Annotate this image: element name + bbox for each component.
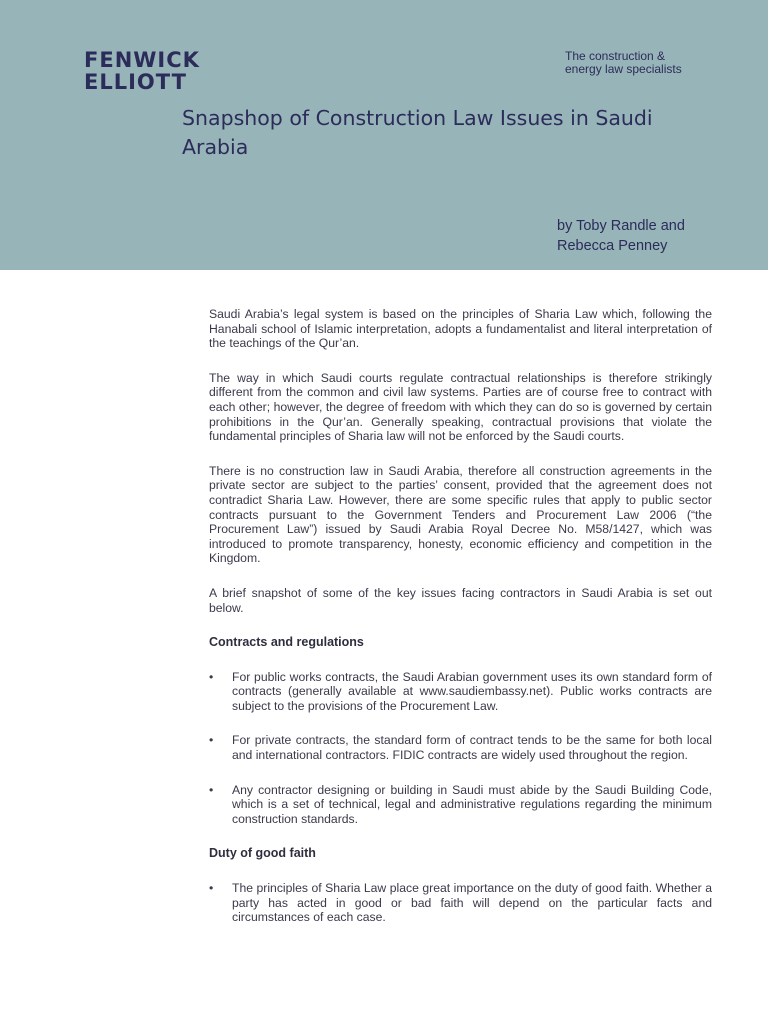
logo-line-2: ELLIOTT: [84, 70, 187, 94]
list-item: [209, 670, 712, 714]
list-item-text: The principles of Sharia Law place great importance on the duty of good faith. Whether a party has acted in good or bad faith will depend on the particular facts and circumstances of each case.: [232, 881, 712, 925]
heading-contracts-and-regulations: Contracts and regulations: [209, 635, 364, 650]
bullet-icon: •: [209, 669, 214, 684]
paragraph-construction-law: There is no construction law in Saudi Arabia, therefore all construction agreements in the private sector are subject to the parties’ consent, provided that the agreement does not contradict Sharia Law. However, there are some specific rules that apply to public sector contracts pursuant to the Government Tenders and Procurement Law 2006 (“the Procurement Law”) issued by Saudi Arabia Royal Decree No. M58/1427, which was introduced to promote transparency, honesty, economic efficiency and competition in the Kingdom.: [209, 463, 712, 566]
bullet-icon: •: [209, 782, 214, 797]
paragraph-snapshot: A brief snapshot of some of the key issues facing contractors in Saudi Arabia is set out below.: [209, 585, 712, 615]
tagline: [565, 50, 745, 76]
bullet-icon: •: [209, 881, 214, 896]
fenwick-elliott-logo: [84, 49, 200, 93]
list-item: [209, 881, 712, 925]
heading-duty-of-good-faith: Duty of good faith: [209, 846, 316, 861]
paragraph-courts: The way in which Saudi courts regulate contractual relationships is therefore strikingly different from the common and civil law systems. Parties are of course free to contract with each other; however, the degree of freedom with which they can do so is governed by certain prohibitions in the Qur’an. Generally speaking, contractual provisions that violate the fundamental principles of Sharia law will not be enforced by the Saudi courts.: [209, 370, 712, 444]
list-item-text: Any contractor designing or building in Saudi must abide by the Saudi Building Code, which is a set of technical, legal and administrative regulations regarding the minimum construction standards.: [232, 782, 712, 826]
header-banner: [0, 0, 768, 270]
list-item: [209, 783, 712, 827]
tagline-line-2: energy law specialists: [565, 62, 682, 76]
good-faith-bullet-list: [209, 881, 712, 925]
authors-line-1: by Toby Randle and: [557, 218, 685, 234]
tagline-line-1: The construction &: [565, 49, 666, 63]
document-title: Snapshop of Construction Law Issues in Saudi Arabia: [182, 106, 653, 159]
paragraph-intro: Saudi Arabia’s legal system is based on the principles of Sharia Law which, following the Hanabali school of Islamic interpretation, adopts a fundamentalist and literal interpretation of the teachings of the Qur’an.: [209, 307, 712, 351]
logo-line-1: FENWICK: [84, 48, 200, 72]
document-body: [209, 307, 712, 945]
bullet-icon: •: [209, 733, 214, 748]
list-item-text: For public works contracts, the Saudi Arabian government uses its own standard form of contracts (generally available at www.saudiembassy.net). Public works contracts are subject to the provisions of the Procurement Law.: [232, 669, 712, 713]
contracts-bullet-list: [209, 670, 712, 827]
list-item: [209, 733, 712, 762]
authors-line-2: Rebecca Penney: [557, 238, 668, 254]
authors: [557, 216, 757, 256]
list-item-text: For private contracts, the standard form of contract tends to be the same for both local and international contractors. FIDIC contracts are widely used throughout the region.: [232, 733, 712, 763]
